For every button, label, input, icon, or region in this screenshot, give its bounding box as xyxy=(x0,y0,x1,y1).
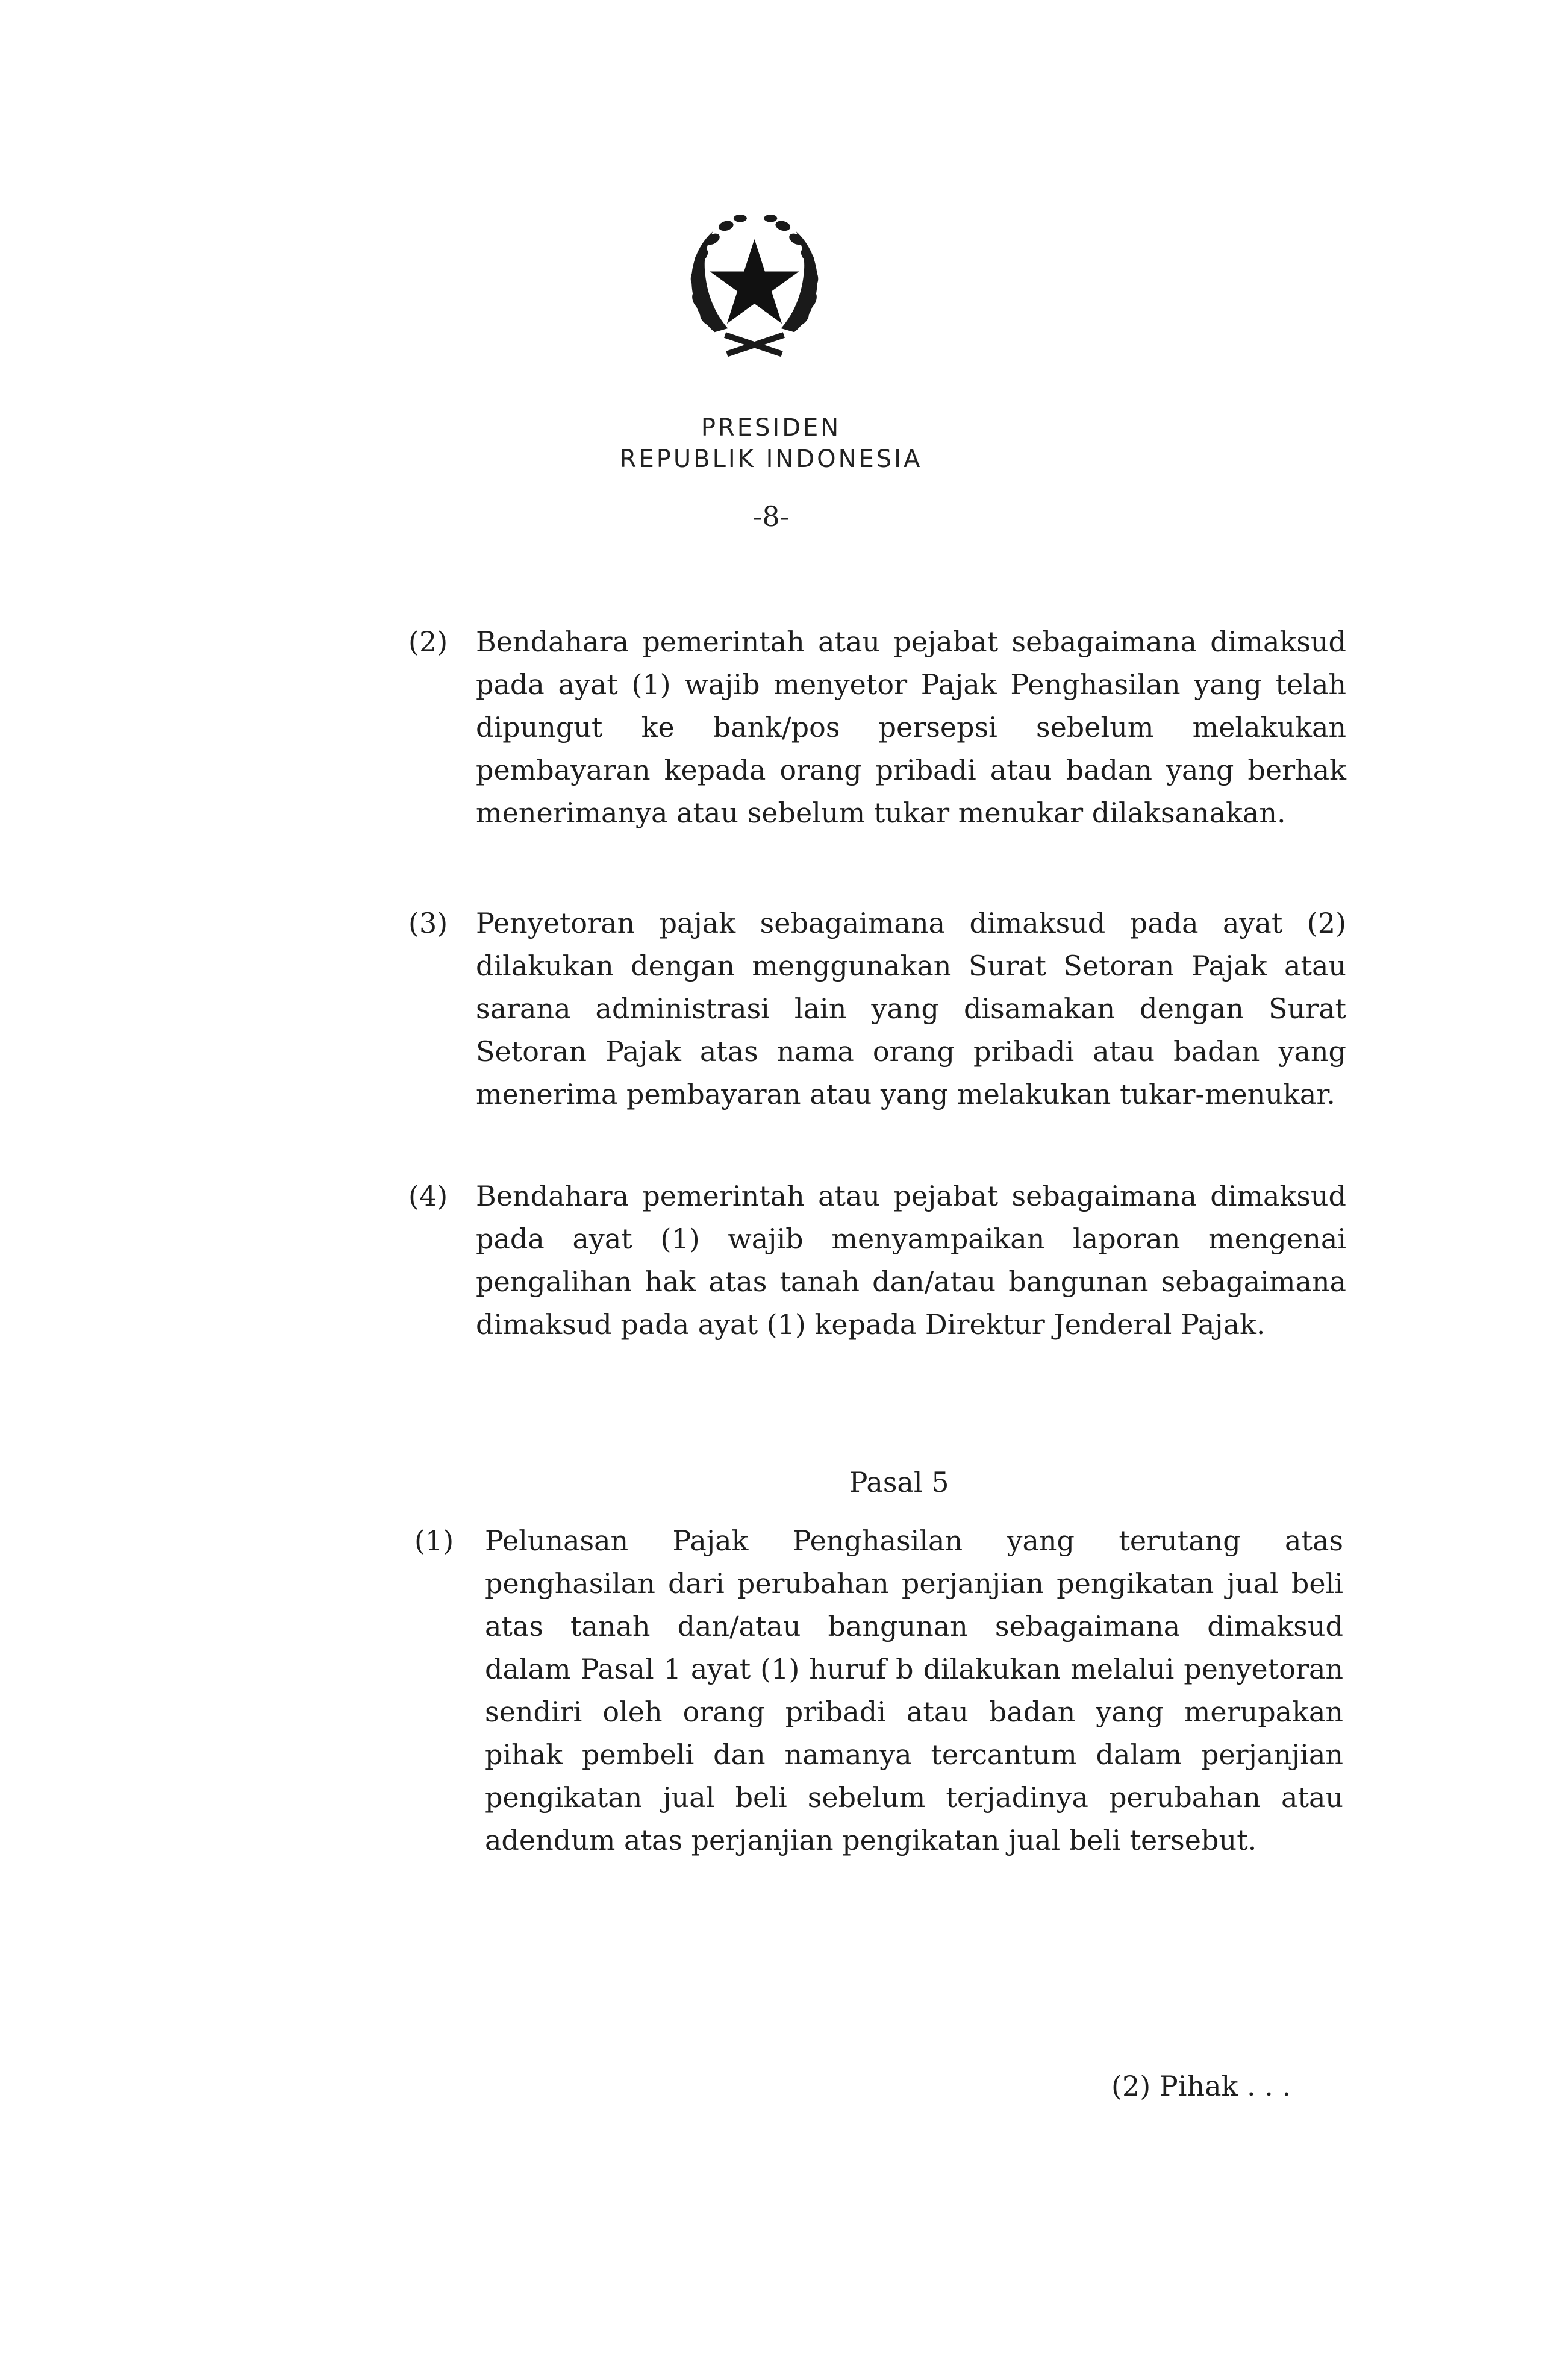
letterhead-president: PRESIDEN xyxy=(701,414,841,442)
paragraph-text: Bendahara pemerintah atau pejabat sebagaimana dimaksud pada ayat (1) wajib menyetor Pajak Penghasilan yang telah dipungut ke bank/pos persepsi sebelum melakukan pembayaran kepada orang pribadi atau badan yang berhak menerimanya atau sebelum tukar menukar dilaksanakan. xyxy=(476,625,1346,829)
paragraph-number: (3) xyxy=(408,907,448,939)
paragraph-text: Bendahara pemerintah atau pejabat sebagaimana dimaksud pada ayat (1) wajib menyampaikan laporan mengenai pengalihan hak atas tanah dan/atau bangunan sebagaimana dimaksud pada ayat (1) kepada Direktur Jenderal Pajak. xyxy=(476,1180,1346,1341)
letterhead-republic: REPUBLIK INDONESIA xyxy=(619,445,923,473)
paragraph-number: (2) xyxy=(408,625,448,658)
article-heading: Pasal 5 xyxy=(849,1466,949,1498)
paragraph-number: (4) xyxy=(408,1180,448,1212)
garuda-emblem-icon xyxy=(660,190,849,380)
catchword: (2) Pihak . . . xyxy=(1111,2070,1291,2102)
paragraph-number: (1) xyxy=(414,1524,454,1557)
paragraph-text: Penyetoran pajak sebagaimana dimaksud pada ayat (2) dilakukan dengan menggunakan Surat Setoran Pajak atau sarana administrasi lain yang disamakan dengan Surat Setoran Pajak atas nama orang pribadi atau badan yang menerima pembayaran atau yang melakukan tukar-menukar. xyxy=(476,907,1346,1110)
page-number: -8- xyxy=(752,500,790,533)
paragraph-text: Pelunasan Pajak Penghasilan yang terutang atas penghasilan dari perubahan perjanjian pengikatan jual beli atas tanah dan/atau bangunan sebagaimana dimaksud dalam Pasal 1 ayat (1) huruf b dilakukan melalui penyetoran sendiri oleh orang pribadi atau badan yang merupakan pihak pembeli dan namanya tercantum dalam perjanjian pengikatan jual beli sebelum terjadinya perubahan atau adendum atas perjanjian pengikatan jual beli tersebut. xyxy=(485,1524,1343,1856)
